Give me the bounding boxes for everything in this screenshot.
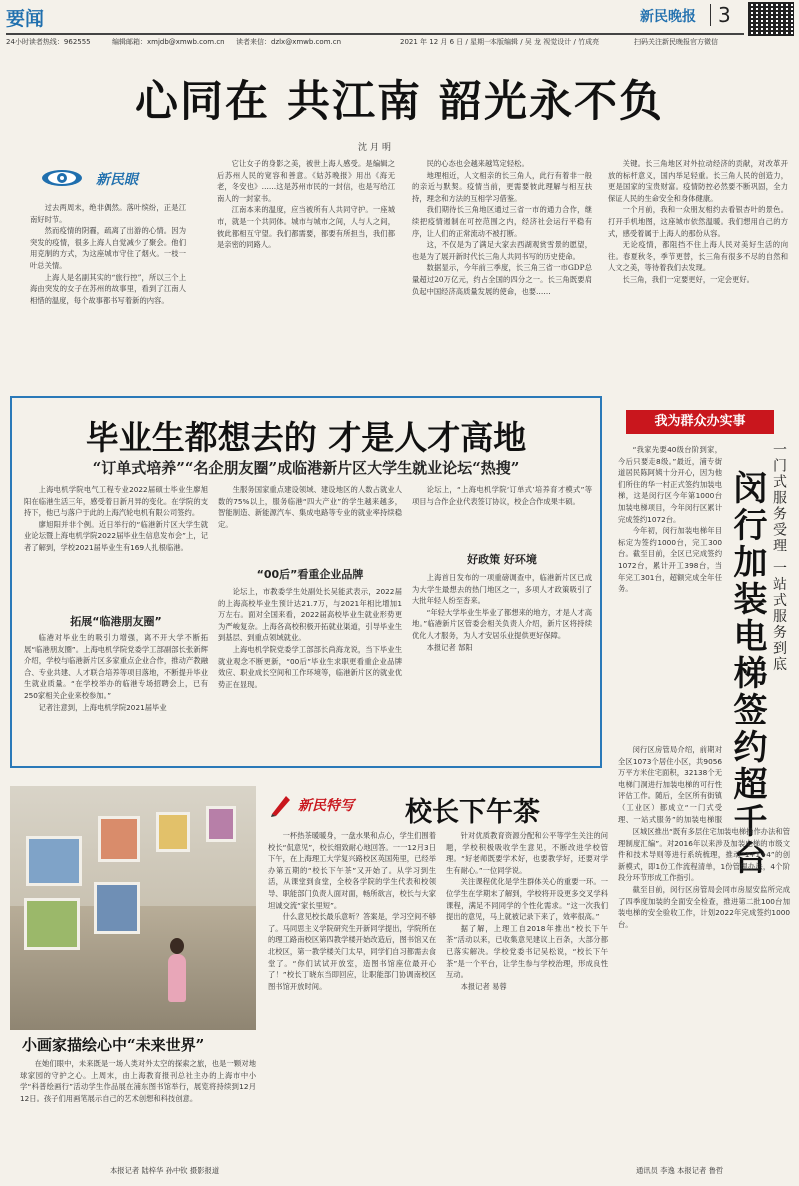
feature-col-3-top: 论坛上，“上海电机学院‘订单式’培养育才模式”等项目与合作企业代表签订协议，校企合作成果丰硕。: [412, 485, 592, 506]
sidebar-col-top: “我家先要40级台阶到家，今后只要走8级。”最近，浦专街道居民陈阿姨十分开心，因为他们所住的华一村正式签约加装电梯，这是闵行区今年第1000台加装电梯项目，今年闵行区累计完成签约1072台。 今年初，闵行加装电梯年目标定为签约1000台，完工300台。截至目前，全区已完成签约1072台，累计开工398台，当年完工301台，超额完成全年任务。: [618, 445, 722, 594]
feature-col-3-bottom: 上海首日发布的一项重磅调查中，临港新片区已成为大学生最想去的热门地区之一，多项人才政策吸引了大批年轻人纷至沓来。 “年轻大学毕业生毕业了都想来的地方，才是人才高地。”临港新片区管委会相关负责人介绍，新片区将持续优化人才服务，为人才安居乐业提供更好保障。 本报记者 郜阳: [412, 573, 592, 652]
feature-col-1-top: 上海电机学院电气工程专业2022届硕士毕业生廖旭阳在临港生活三年，感受着日新月异的变化。在学院的支持下，他已与落户于此的上海汽轮电机有限公司签约。 廖旭阳并非个例。近日举行的“临港新片区大学生就业论坛暨上海电机学院2022届毕业生信息发布会”上，记者了解到，学校2021届毕业生有169人扎根临港。: [24, 485, 208, 552]
photo-caption: 在她们眼中，未来既是一场人类对外太空的探索之旅，也是一颗对地球家园的守护之心。上周末，由上海教育报刊总社主办的上海市中小学“科普绘画行”活动学生作品展在浦东图书馆举行，展览将持续到12月12日。孩子们用画笔展示自己的艺术创想和科技创意。: [20, 1059, 256, 1103]
eye-icon: [40, 168, 84, 188]
subtitle-00-brand: “00后”看重企业品牌: [256, 568, 364, 581]
feature-col-2-top: 生服务国家重点建设领域、建设地区的人数占就业人数的75%以上，服务临港“四大产业”的学生越来越多，智能制造、新能源汽车、集成电路等专业的就业率持续稳定。: [218, 485, 402, 529]
hotline: 24小时读者热线：962555: [6, 38, 91, 46]
sidebar-banner: [626, 410, 774, 434]
reader-mail: 读者来信：dzlx@xmwb.com.cn: [236, 38, 342, 46]
sidebar-credit: 通讯员 李逸 本报记者 鲁哲: [636, 1166, 724, 1175]
principal-col-1: 一杯热茶暖暖身，一盘水果和点心，学生们围着校长“侃意见”，校长细致耐心地回答。一一12月3日下午，在上海理工大学复兴路校区英国苑里，已经举办第五期的“校长下午茶”又开始了。从学习到生活，从课堂到食堂，全校各学院的学生代表和校领导、职能部门负责人面对面，畅所欲言，校长与大家坦诚交流“家长里短”。 什么意见校长最乐意听？答案是，学习空间不够了。马同思主义学院研究生开新同学提出，学院所在的理工路南校区第四教学楼开始改造后，图书馆又在北校区，第一教学楼关门太早，同学们自习都需去食堂了。“你们试试开放室，造图书馆座位最开心了！”校长丁晓东当即回应，让职能部门协调南校区图书馆开放时间。: [268, 831, 436, 991]
brand-logo: 新民晚报: [640, 9, 696, 25]
lead-byline: 沈月明: [358, 143, 395, 153]
photo-credit: 本报记者 陆梓华 孙中钦 摄影报道: [110, 1166, 220, 1175]
page-number: 3: [718, 3, 731, 27]
column-logo-xinmin-texie: [268, 792, 358, 820]
lead-col-2: 它让女子的身影之美，被世上海人感受。是编辑之后苏州人民的宽容和善意。《姑苏晚报》用出《海无老，冬安也》……这是苏州市民的一封信，也是写给江南人的一封家书。 江南本来的温度，应当被所有人共同守护。一座城市，就是一个共同体。城市与城市之间，人与人之间，彼此都相互守望。我们都需要，都要有所担当，我们都是亲密的同路人。: [217, 159, 395, 250]
principal-headline: 校长下午茶: [405, 797, 540, 828]
column-logo-texie-text: 新民特写: [298, 798, 354, 814]
sidebar-subhead: 一门式服务受理 一站式服务到底: [771, 442, 787, 673]
feature-subhead: “订单式培养”“名企朋友圈”成临港新片区大学生就业论坛“热搜”: [92, 459, 520, 477]
scan-hint: 扫码关注新民晚报官方微信: [634, 38, 718, 46]
section-title: 要闻: [6, 8, 45, 30]
lead-col-3: 民的心态也会越来越笃定轻松。 地理相近，人文相亲的长三角人，此行有着非一般的亲近与默契。疫情当前，更需要彼此理解与相互扶持，理念和方法的互相学习借鉴。 我们期待长三角地区通过三省一市的通力合作，继续把疫情遏制在可控范围之内，经济社会运行平稳有序，让人们的正常流动不被打断。 这，不仅是为了满足大家去西湖观赏雪景的愿望，也是为了展开新时代长三角人共同书写的历史使命。 数据显示，今年前三季度，长三角三省一市GDP总量超过20万亿元，约占全国的四分之一。长三角既要肩负起中国经济高质量发展的使命，也要……: [412, 159, 592, 296]
column-logo-xinminyan: [40, 168, 170, 188]
edit-mail: 编辑邮箱：xmjdb@xmwb.com.cn: [112, 38, 225, 46]
subtitle-good-policy: 好政策 好环境: [467, 553, 537, 566]
feature-col-1-bottom: 临港对毕业生的吸引力增强，离不开大学不断拓展“临港朋友圈”。上海电机学院党委学工部副部长张新辉介绍，学校与临港新片区多家重点企业合作，推动产教融合、专业共建、人才联合培养等项目落地，不断提升毕业生就业质量。“在学校举办的临港专场招聘会上，已有250家相关企业来校参加。” 记者注意到，上海电机学院2021届毕业: [24, 633, 208, 712]
pen-icon: [268, 792, 294, 818]
column-logo-text: 新民眼: [96, 172, 138, 188]
qr-code[interactable]: [748, 2, 794, 36]
editors-line: 本版编辑 / 吴 龙 视觉设计 / 竹成亮: [490, 38, 600, 46]
photo-exhibition: [10, 786, 256, 1030]
feature-headline: 毕业生都想去的 才是人才高地: [85, 418, 527, 457]
date-line: 2021 年 12 月 6 日 / 星期一: [400, 38, 492, 46]
feature-col-2-bottom: 论坛上，市教委学生处副处长吴能武表示，2022届的上海高校毕业生预计达21.7万，与2021年相比增加1万左右。面对全国来看，2022届高校毕业生就业形势更为严峻复杂。上海各高校积极开拓就业渠道，引导毕业生到基层、到重点领域就业。 上海电机学院党委学工部部长尚海龙说，当下毕业生就业观念不断更新，“00后”毕业生求职更看重企业品牌效应、职业成长空间和工作环境等，临港新片区的就业优势正在显现。: [218, 587, 402, 689]
header-rule: [6, 33, 744, 35]
photo-title: 小画家描绘心中“未来世界”: [22, 1036, 205, 1054]
principal-col-2: 针对优质教育资源分配和公平等学生关注的问题，学校积极吸收学生意见，不断改进学校管理。“好老师既要学术好，也要教学好，还要对学生有耐心。”一位同学说。 关注课程优化是学生群体关心的重要一环。一位学生在学期末了解到，学校将开设更多交叉学科课程，满足不同同学的个性化需求。“这一次我们提出的意见，马上就被记录下来了，效率很高。” 据了解，上理工自2018年推出“校长下午茶”活动以来，已收集意见建议上百条，大部分都已落实解决。学校党委书记吴松说，“校长下午茶”是一个平台，让学生参与学校治理，形成良性互动。 本报记者 易蓉: [446, 831, 608, 991]
sidebar-banner-text: 我为群众办实事: [654, 414, 746, 429]
lead-headline: 心同在 共江南 韶光永不负: [135, 77, 664, 127]
lead-col-4: 关键。长三角地区对外拉动经济的贡献，对改革开放的标杆意义，国内举足轻重。长三角人民的创造力，更是国家的宝贵财富。疫情防控必然要不断巩固，全力保证人民的生命安全和身体健康。 一个月前，我和一众朋友相约去看银杏叶的景色。打开手机地图，这座城市依然温暖。我们想用自己的方式，感受着属于上海人的那份从容。 无论疫情，都阻挡不住上海人民对美好生活的向往。春夏秋冬，季节更替，长三角有很多不尽的自然和人文之美，等待着我们去发现。 长三角，我们一定要更好，一定会更好。: [608, 159, 788, 284]
subtitle-linggang-friends: 拓展“临港朋友圈”: [70, 615, 162, 628]
header-divider: [710, 4, 711, 26]
sidebar-headline: 闵行加装电梯签约超千台: [727, 470, 767, 877]
sidebar-col-bottom: 区城区推出“既有多层住宅加装电梯操作办法和管理制度汇编”。对2016年以来涉及加装电梯的市级文件和技术导则等进行系统梳理，推动“1+1+4”的创新模式，即1份工作流程清单，1份管理办法，4个阶段分环节形成工作指引。 截至目前，闵行区房管局会同市房屋安监所完成了四季度加装的全面安全检查，推进第二批100台加装电梯的安全验收工作，计划2022年完成签约1000台。: [618, 827, 790, 929]
lead-col-1: 过去两周末，绝非偶然。落叶缤纷，正是江南好时节。 然而疫情的阴霾，疏离了出游的心情。因为突发的疫情，很多上海人自觉减少了聚会。他们用克制的方式，为这座城市守住了烟火。一枝一叶总关情。 上海人是名副其实的“旅行控”，所以三个上海由突发的女子在苏州的故事里，看到了江南人相惜的温度，每个故事都书写着新的内容。: [30, 203, 186, 305]
sidebar-col-mid: 闵行区房管局介绍，前期对全区1073个居住小区，共9056万平方米住宅面积，32138个无电梯门洞进行加装电梯的可行性评估工作。随后，全区所有街镇（工业区）都成立“一门式受理、一站式服务”的加装电梯服: [618, 745, 722, 824]
